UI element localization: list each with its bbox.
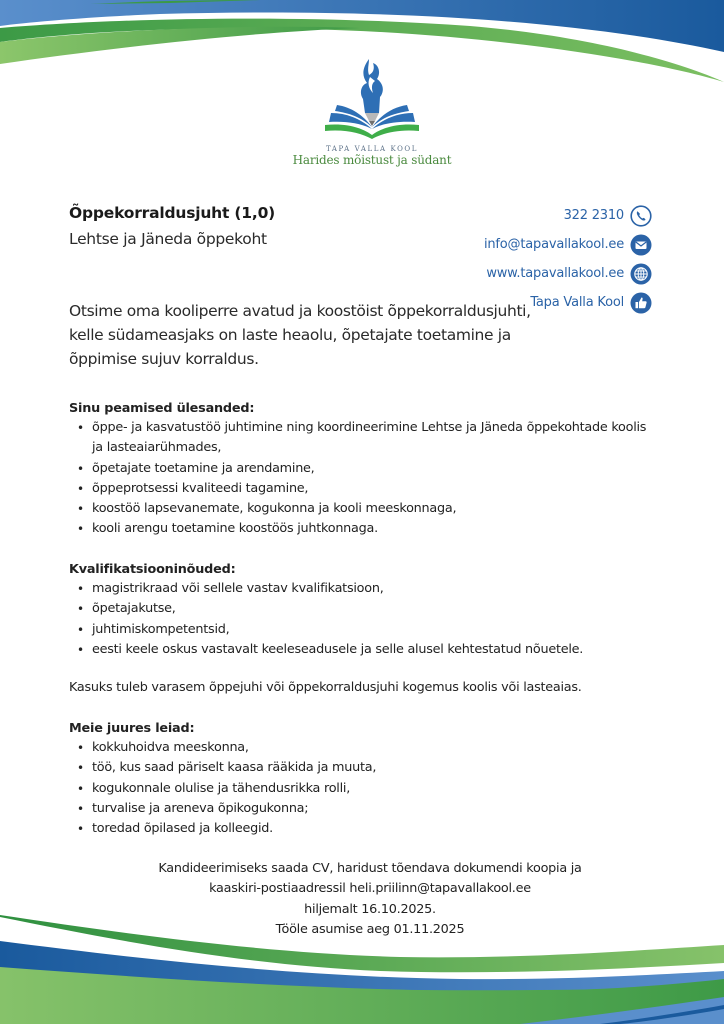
- start-date: Tööle asumise aeg 01.11.2025: [275, 921, 465, 937]
- list-item: • kogukonnale olulise ja tähendusrikka rolli,: [92, 779, 669, 799]
- tasks-section: [69, 399, 669, 540]
- job-title: Õppekorraldusjuht (1,0): [69, 204, 276, 222]
- list-item: • õpetajate toetamine ja arendamine,: [92, 459, 669, 479]
- contact-email[interactable]: [484, 231, 652, 258]
- contact-website[interactable]: [484, 260, 652, 287]
- list-item: • koostöö lapsevanemate, kogukonna ja kooli meeskonnaga,: [92, 499, 669, 519]
- application-deadline: hiljemalt 16.10.2025.: [304, 901, 436, 917]
- globe-icon: [630, 263, 652, 285]
- phone-icon: [630, 205, 652, 227]
- school-logo: [292, 55, 452, 167]
- contact-phone-text[interactable]: 322 2310: [563, 208, 624, 223]
- contact-email-text[interactable]: info@tapavallakool.ee: [483, 237, 624, 252]
- list-item: • magistrikraad või sellele vastav kvalifikatsioon,: [92, 579, 669, 599]
- list-item: • õppe- ja kasvatustöö juhtimine ning koordineerimine Lehtse ja Jäneda õppekohtade koolis ja lasteaiarühmades,: [92, 418, 652, 459]
- experience-note: Kasuks tuleb varasem õppejuhi või õppekorraldusjuhi kogemus koolis või lasteaias.: [69, 680, 582, 695]
- qualifications-heading: Kvalifikatsiooninõuded:: [69, 562, 236, 577]
- intro-text: Otsime oma kooliperre avatud ja koostöist õppekorraldusjuhti, kelle südameasjaks on laste heaolu, õpetajate toetamine ja õppimise sujuv korraldus.: [69, 302, 531, 368]
- qualifications-list: [69, 579, 669, 660]
- list-item: • töö, kus saad päriselt kaasa rääkida ja muuta,: [92, 758, 669, 778]
- job-location: Lehtse ja Jäneda õppekoht: [69, 230, 267, 248]
- benefits-list: [69, 738, 669, 839]
- tasks-heading: Sinu peamised ülesanded:: [69, 401, 255, 416]
- torch-book-icon: [317, 55, 427, 143]
- list-item: • õppeprotsessi kvaliteedi tagamine,: [92, 479, 669, 499]
- bottom-wave-decoration: [0, 905, 724, 1024]
- list-item: • kokkuhoidva meeskonna,: [92, 738, 669, 758]
- benefits-heading: Meie juures leiad:: [69, 721, 195, 736]
- list-item: • toredad õpilased ja kolleegid.: [92, 819, 669, 839]
- list-item: • eesti keele oskus vastavalt keeleseadusele ja selle alusel kehtestatud nõuetele.: [92, 640, 669, 660]
- contact-facebook-text[interactable]: Tapa Valla Kool: [530, 295, 624, 310]
- tasks-list: [69, 418, 669, 540]
- contact-website-text[interactable]: www.tapavallakool.ee: [486, 266, 624, 281]
- list-item: • õpetajakutse,: [92, 599, 669, 619]
- thumbs-up-icon: [630, 292, 652, 314]
- school-slogan: Harides mõistust ja südant: [292, 153, 452, 167]
- envelope-icon: [630, 234, 652, 256]
- qualifications-section: [69, 560, 669, 660]
- list-item: • turvalise ja areneva õpikogukonna;: [92, 799, 669, 819]
- application-email-line[interactable]: kaaskiri-postiaadressil heli.priilinn@tapavallakool.ee: [209, 881, 531, 897]
- school-name: TAPA VALLA KOOL: [325, 145, 419, 153]
- list-item: • juhtimiskompetentsid,: [92, 620, 669, 640]
- contact-phone[interactable]: [484, 202, 652, 229]
- benefits-section: [69, 719, 669, 839]
- application-line: Kandideerimiseks saada CV, haridust tõendava dokumendi koopia ja: [158, 861, 582, 876]
- list-item: • kooli arengu toetamine koostöös juhtkonnaga.: [92, 519, 669, 539]
